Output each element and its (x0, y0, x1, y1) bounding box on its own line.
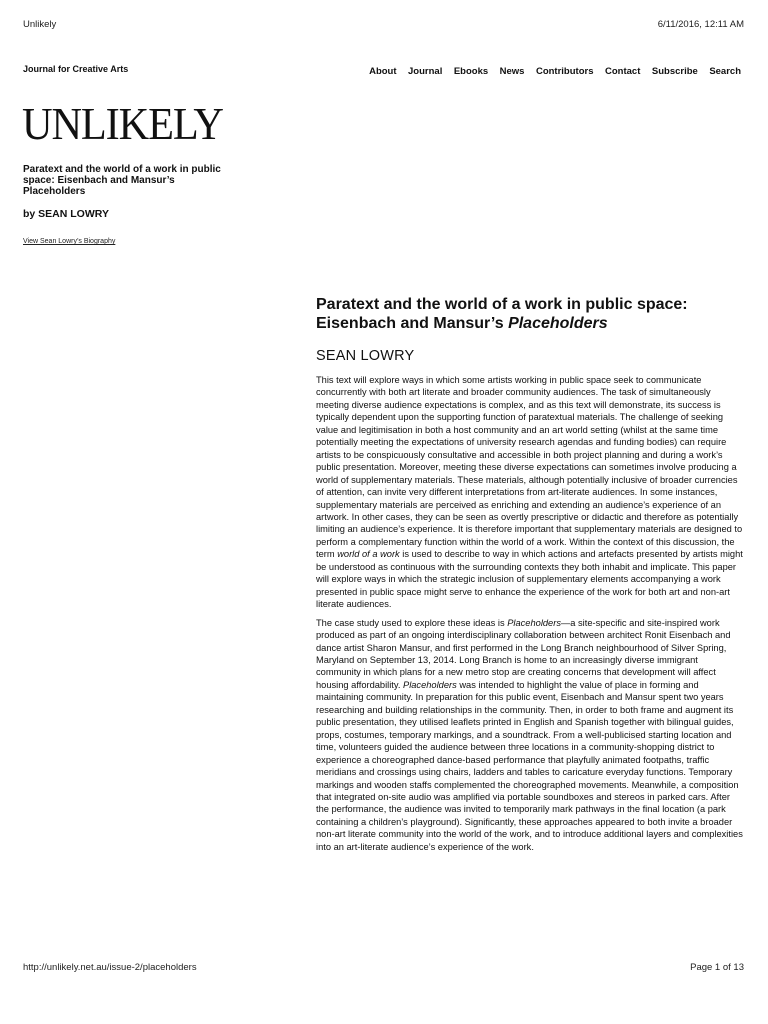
site-tagline: Journal for Creative Arts (23, 64, 129, 74)
sidebar-article-title: Paratext and the world of a work in public space: Eisenbach and Mansur’s Placeholders (23, 164, 221, 197)
print-footer (23, 962, 744, 976)
print-datetime: 6/11/2016, 12:11 AM (657, 19, 744, 30)
article-title (316, 295, 746, 333)
paragraph-2-text-c: was intended to highlight the value of place in forming and maintaining community. In preparation for this public event, Eisenbach and Mansur spent two years researching and building relationships in the community. Then, in order to both frame and augment its public presentation, they utilised leaflets printed in English and Spanish together with bilingual guides, props, costumes, temporary markings, and a soundtrack. From a well-publicised starting location and time, volunteers guided the audience between three locations in a community-shopping district to experience a choreographed dance-based performance that playfully animated footpaths, traffic meridians and crossings using chairs, ladders and tables to caricature everyday functions. Temporary markings and wooden staffs complemented the choreographed movements. Meanwhile, a composition that integrated on-site audio was amplified via portable soundboxes and stereos in parked cars. After the performance, the audience was invited to temporarily mark pathways in the final location (a park containing a children’s playground). Significantly, these approaches appeared to both invite a broader non-art literate community into the world of the work, and to introduce additional layers and complexities into an art-literate audience’s experience of the work. (316, 679, 743, 852)
nav-contributors[interactable]: Contributors (535, 66, 594, 77)
main-nav (369, 66, 741, 77)
sidebar-byline: by SEAN LOWRY (23, 208, 109, 220)
article-author: SEAN LOWRY (316, 348, 415, 364)
paragraph-2 (316, 617, 744, 854)
nav-contact[interactable]: Contact (605, 66, 641, 77)
site-logo[interactable]: UNLIKELY (22, 98, 223, 149)
print-page-title: Unlikely (23, 19, 57, 30)
article-title-italic: Placeholders (508, 315, 608, 332)
paragraph-1 (316, 374, 744, 611)
nav-search[interactable]: Search (709, 66, 741, 77)
paragraph-2-italic-1: Placeholders (507, 617, 561, 628)
author-bio-link[interactable]: View Sean Lowry’s Biography (23, 238, 116, 245)
nav-subscribe[interactable]: Subscribe (651, 66, 698, 77)
nav-ebooks[interactable]: Ebooks (453, 66, 489, 77)
paragraph-2-text-a: The case study used to explore these ideas is (316, 617, 508, 628)
print-header (23, 19, 744, 33)
print-page-number: Page 1 of 13 (690, 962, 744, 973)
nav-journal[interactable]: Journal (408, 66, 443, 77)
print-url: http://unlikely.net.au/issue-2/placeholders (23, 962, 197, 973)
paragraph-2-italic-2: Placeholders (403, 679, 457, 690)
paragraph-1-text-a: This text will explore ways in which some artists working in public space seek to communicate concurrently with both art literate and broader community audiences. The task of simultaneously meeting diverse audience expectations is complex, and as this text will demonstrate, its success is typically dependent upon the supporting function of paratextual materials. The challenge of seeking value and legitimisation in both a host community and an art world setting (whilst at the same time potentially meeting the expectations of university research agendas and funding bodies) can require artists to be conspicuously consultative and accessible in both project planning and during a work’s public presentation. Moreover, meeting these diverse expectations can sometimes involve producing a world of supplementary materials. These materials, although potentially inclusive of broader currencies of attention, can invite very different interpretations from art-literate audiences. In some instances, supplementary materials are perceived as enriching and extending an audience’s experience of an artwork. In other cases, they can be seen as overtly prescriptive or didactic and therefore as potentially limiting an audience’s experience. It is therefore important that supplementary materials are designed to perform a complementary function within the world of a work. Within the context of this discussion, the term (316, 375, 743, 560)
article-body (316, 374, 744, 859)
paragraph-1-italic: world of a work (337, 549, 400, 560)
paragraph-2-text-b: —a site-specific and site-inspired work produced as part of an ongoing interdisciplinary collaboration between architect Ronit Eisenbach and dance artist Sharon Mansur, and first performed in the Long Branch neighbourhood of Silver Spring, Maryland on September 13, 2014. Long Branch is home to an increasingly diverse immigrant community in which plans for a new metro stop are creating concerns that development will affect housing affordability. (316, 617, 731, 690)
nav-news[interactable]: News (499, 66, 525, 77)
paragraph-1-text-b: is used to describe to way in which actions and artefacts presented by artists might be understood as continuous with the surrounding contexts they both inhabit and implicate. This paper will explore ways in which the strategic inclusion of supplementary elements accompanying a work presented in public space might serve to enhance the experience of the work for both art and non-art literate audiences. (316, 549, 743, 610)
article-title-main: Paratext and the world of a work in public space: Eisenbach and Mansur’s (316, 296, 688, 332)
nav-about[interactable]: About (369, 66, 397, 77)
